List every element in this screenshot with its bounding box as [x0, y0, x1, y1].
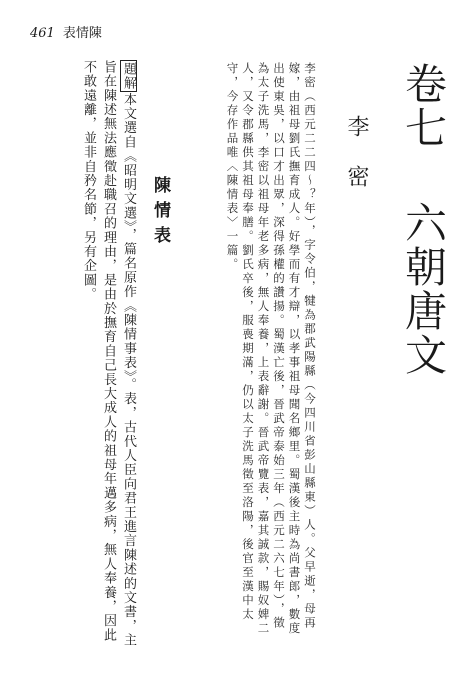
essay-title: 陳情表: [150, 176, 170, 251]
explanation-block: [48, 60, 138, 652]
author-biography: 李密（西元二二四～？年），字令伯，犍為郡武陽縣（今四川省彭山縣東）人。父早逝，母再嫁，由祖母劉氏撫育成人。好學而有才辯，以孝事祖母聞名鄉里。蜀漢後主時為尚書郎，數度出使東吳，以口才出眾，深得孫權的讚揚。蜀漢亡後，晉武帝泰始三年（西元二六七年），徵為太子洗馬，李密以祖母年老多病，無人奉養，上表辭謝。晉武帝覽表，嘉其誠款，賜奴婢二人，又令郡縣供其祖母奉膳。劉氏卒後，服喪期滿，仍以太子洗馬徵至洛陽，後官至漢中太守，今存作品唯〈陳情表〉一篇。: [225, 62, 317, 636]
explanation-text: 本文選自《昭明文選》，篇名原作《陳情事表》。表，古代人臣向君王進言陳述的文書，主旨在陳述無法應徵赴職召的理由，是由於撫育自己長大成人的祖母年邁多病，無人奉養，因此不敢遠離，並非自矜名節，另有企圖。: [81, 60, 136, 648]
chapter-title: 卷七 六朝唐文: [399, 62, 448, 377]
author-biography-block: [182, 62, 317, 640]
running-title: 表情陳: [62, 26, 102, 41]
explanation-label: 題解: [121, 62, 136, 91]
explanation-paragraph: [78, 60, 138, 652]
running-header: [30, 22, 102, 41]
author-name: 李密: [344, 115, 369, 215]
page-number: 461: [30, 26, 55, 41]
